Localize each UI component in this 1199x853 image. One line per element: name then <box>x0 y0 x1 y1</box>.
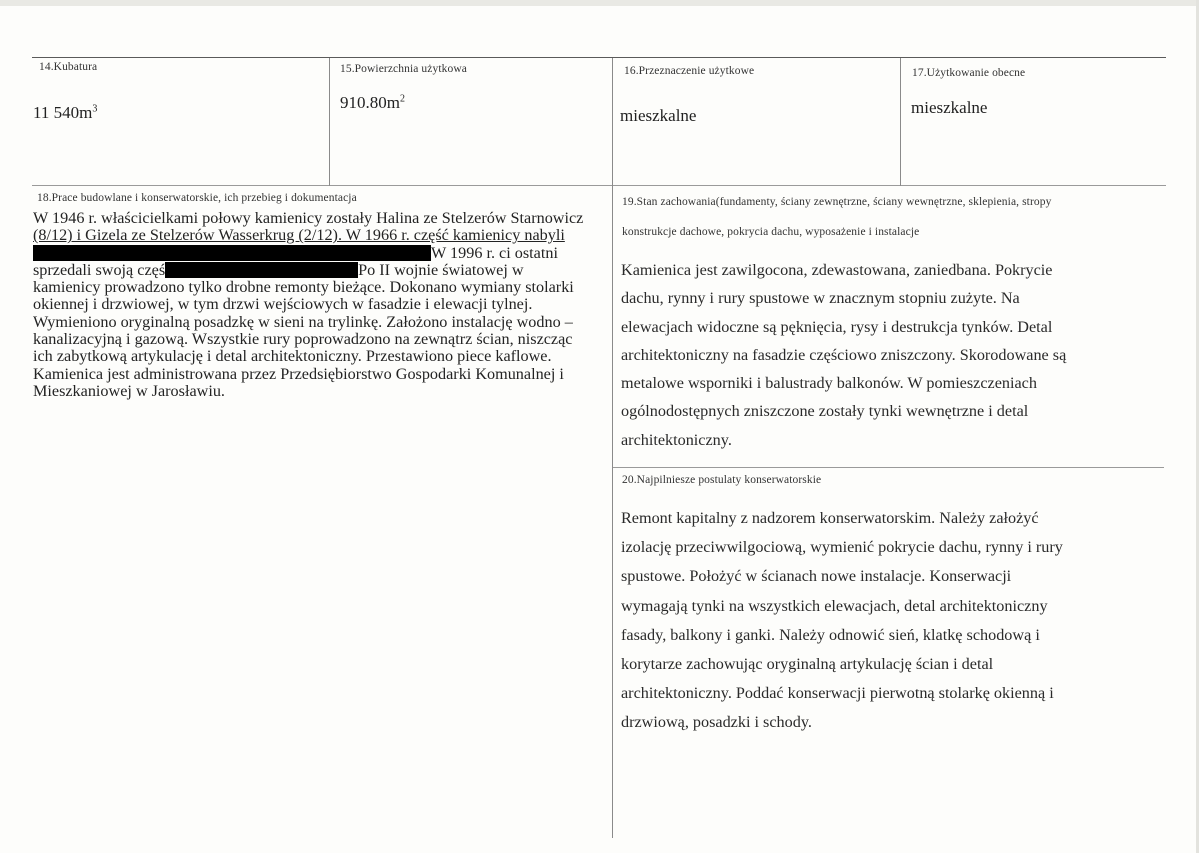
kubatura-value <box>33 103 97 123</box>
kubatura-number: 11 540m <box>33 103 93 122</box>
text-line: Remont kapitalny z nadzorem konserwatorskim. Należy założyć <box>621 509 1039 527</box>
text-line: kamienicy prowadzono tylko drobne remonty bieżące. Dokonano wymiany stolarki <box>33 278 574 297</box>
text-line <box>33 262 613 279</box>
text-line: W 1946 r. właścicielkami połowy kamienicy zostały Halina ze Stelzerów Starnowicz <box>33 209 584 227</box>
text-line: (8/12) i Gizela ze Stelzerów Wasserkrug (2/12). W 1966 r. część kamienicy nabyli <box>33 226 565 245</box>
text-line: okiennej i drzwiowej, w tym drzwi wejściowych w fasadzie i elewacji tylnej. <box>33 295 533 314</box>
col-divider-2 <box>612 58 613 838</box>
text-fragment: W 1996 r. ci ostatni <box>431 243 558 262</box>
powierzchnia-label: 15.Powierzchnia użytkowa <box>340 63 467 75</box>
redaction-bar <box>165 262 358 278</box>
text-line: metalowe wsporniki i balustrady balkonów. W pomieszczeniach <box>621 374 1037 393</box>
section-20-label: 20.Najpilniesze postulaty konserwatorskie <box>622 474 822 486</box>
text-line: Mieszkaniowej w Jarosławiu. <box>33 381 225 400</box>
row-divider-19 <box>612 467 1164 468</box>
text-line: korytarze zachowując oryginalną artykulację ścian i detal <box>621 655 994 674</box>
col-divider-1 <box>329 58 330 186</box>
uzytkowanie-value: mieszkalne <box>911 98 988 117</box>
uzytkowanie-label: 17.Użytkowanie obecne <box>912 67 1026 79</box>
text-line: fasady, balkony i ganki. Należy odnowić sień, klatkę schodową i <box>621 625 1040 644</box>
section-19-label-continued: konstrukcje dachowe, pokrycia dachu, wyposażenie i instalacje <box>622 226 920 238</box>
przeznaczenie-label: 16.Przeznaczenie użytkowe <box>624 65 755 77</box>
text-line: architektoniczny. <box>621 430 732 449</box>
kubatura-label: 14.Kubatura <box>39 61 98 73</box>
text-line: Kamienica jest administrowana przez Przedsiębiorstwo Gospodarki Komunalnej i <box>33 364 564 383</box>
text-line: wymagają tynki na wszystkich elewacjach, detal architektoniczny <box>621 596 1048 615</box>
table-top-rule <box>32 57 1166 58</box>
text-line: dachu, rynny i rury spustowe w znacznym stopniu zużyte. Na <box>621 289 1020 308</box>
redaction-bar <box>33 245 431 261</box>
text-line: drzwiową, posadzki i schody. <box>621 713 812 732</box>
przeznaczenie-value: mieszkalne <box>620 106 697 125</box>
section-20-text <box>621 504 1181 738</box>
text-line: Kamienica jest zawilgocona, zdewastowana, zaniedbana. Pokrycie <box>621 261 1053 279</box>
powierzchnia-unit-exponent: 2 <box>399 93 405 105</box>
text-line: elewacjach widoczne są pęknięcia, rysy i destrukcja tynków. Detal <box>621 317 1053 336</box>
text-line: spustowe. Położyć w ścianach nowe instalacje. Konserwacji <box>621 567 1012 586</box>
section-18-text <box>33 210 613 400</box>
kubatura-unit-exponent: 3 <box>92 103 98 115</box>
row-divider-1 <box>32 185 1166 186</box>
powierzchnia-value <box>340 93 405 113</box>
text-line: ich zabytkową artykulację i detal architektoniczny. Przestawiono piece kaflowe. <box>33 347 552 366</box>
scan-edge-top <box>0 0 1199 6</box>
text-fragment: Po II wojnie światowej w <box>358 260 524 279</box>
text-line: izolację przeciwwilgociową, wymienić pokrycie dachu, rynny i rury <box>621 538 1063 557</box>
text-line: kanalizacyjną i gazową. Wszystkie rury poprowadzono na zewnątrz ścian, niszcząc <box>33 330 573 349</box>
text-line: architektoniczny na fasadzie częściowo zniszczony. Skorodowane są <box>621 345 1067 364</box>
col-divider-3 <box>900 58 901 186</box>
text-line: ogólnodostępnych zniszczone zostały tynki wewnętrzne i detal <box>621 402 1029 421</box>
powierzchnia-number: 910.80m <box>340 93 400 112</box>
text-fragment: sprzedali swoją częś <box>33 260 166 279</box>
text-line <box>33 245 613 262</box>
section-19-text <box>621 256 1181 454</box>
text-line: Wymieniono oryginalną posadzkę w sieni na trylinkę. Założono instalację wodno – <box>33 312 573 331</box>
section-18-label: 18.Prace budowlane i konserwatorskie, ich przebieg i dokumentacja <box>37 192 357 204</box>
section-19-label: 19.Stan zachowania(fundamenty, ściany zewnętrzne, ściany wewnętrzne, sklepienia, stropy <box>622 196 1052 208</box>
text-line: architektoniczny. Poddać konserwacji pierwotną stolarkę okienną i <box>621 684 1054 703</box>
